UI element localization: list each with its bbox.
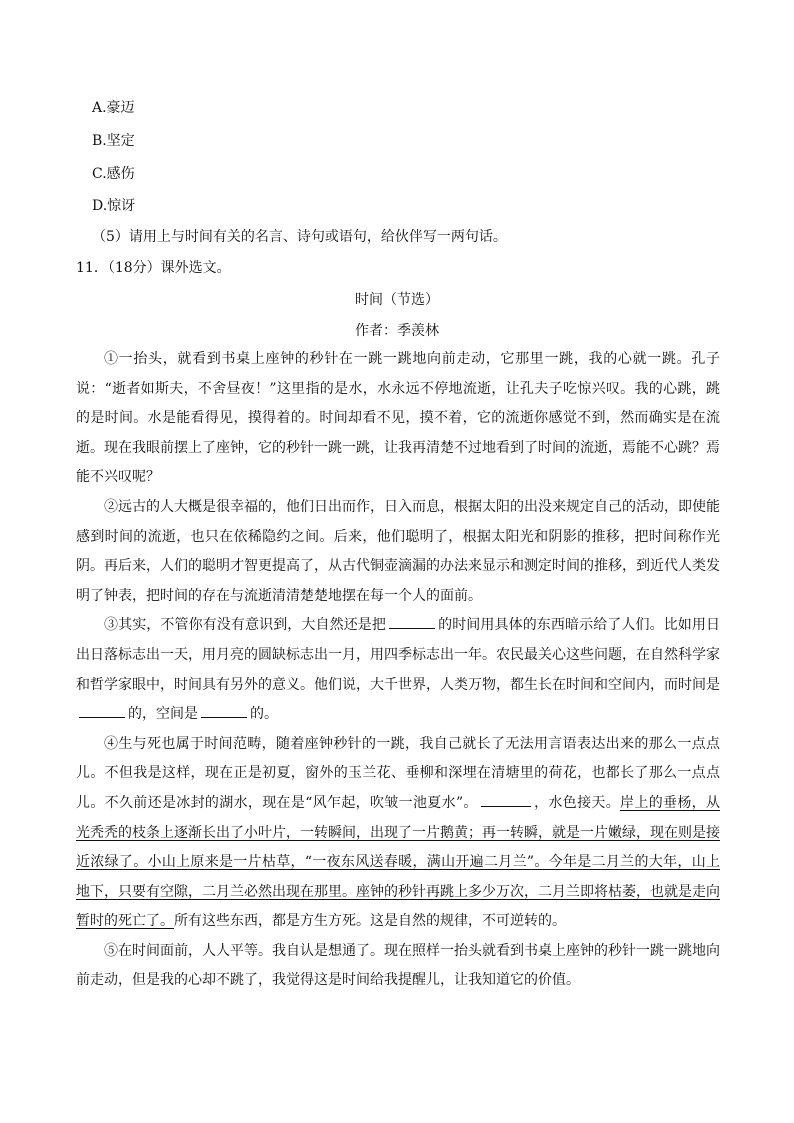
option-c: C.感伤 xyxy=(92,166,135,182)
paragraph-4-part-c: 所有这些东西，都是方生方死。这是自然的规律，不可逆转的。 xyxy=(174,913,566,930)
paragraph-4-part-b: ，水色接天。 xyxy=(533,794,621,811)
question-5: （5）请用上与时间有关的名言、诗句或语句，给伙伴写一两句话。 xyxy=(92,229,507,245)
paragraph-4-part-a: ④生与死也属于时间范畴，随着座钟秒针的一跳，我自己就长了无法用言语表达出来的那么一点点儿。不但我是这样，现在正是初夏，窗外的玉兰花、垂柳和深埋在清塘里的荷花，也都长了那么一点点儿。不久前还是冰封的湖水，现在是“风乍起，吹皱一池夏水”。 xyxy=(76,735,720,811)
article-title: 时间（节选） xyxy=(355,292,439,308)
article-body xyxy=(76,345,720,996)
paragraph-1: ①一抬头，就看到书桌上座钟的秒针在一跳一跳地向前走动，它那里一跳，我的心就一跳。孔子说：“逝者如斯夫，不舍昼夜！”这里指的是水，水永远不停地流逝，让孔夫子吃惊兴叹。我的心跳，跳的是时间。水是能看得见，摸得着的。时间却看不见，摸不着，它的流逝你感觉不到，然而确实是在流逝。现在我眼前摆上了座钟，它的秒针一跳一跳，让我再清楚不过地看到了时间的流逝，焉能不心跳？焉能不兴叹呢？ xyxy=(76,351,720,486)
paragraph-3-part-b: 的时间用具体的东西暗示给了人们。比如用日出日落标志出一天，用月亮的圆缺标志出一月，用四季标志出一年。农民最关心这些问题，在自然科学家和哲学家眼中，时间具有另外的意义。他们说，大千世界，人类万物，都生长在时间和空间内，而时间是 xyxy=(76,617,720,693)
blank-1 xyxy=(389,614,435,629)
paragraph-3-part-a: ③其实，不管你有没有意识到，大自然还是把 xyxy=(104,617,386,634)
underlined-passage: 岸上的垂杨，从光秃秃的枝条上逐渐长出了小叶片，一转瞬间，出现了一片鹅黄；再一转瞬，就是一片嫩绿，现在则是接近浓绿了。小山上原来是一片枯草，“一夜东风送春暖，满山开遍二月兰”。今年是二月兰的大年，山上地下，只要有空隙，二月兰必然出现在那里。座钟的秒针再跳上多少万次，二月兰即将枯萎，也就是走向暂时的死亡了。 xyxy=(76,794,720,930)
paragraph-3-part-d: 的。 xyxy=(250,706,278,723)
option-b: B.坚定 xyxy=(92,133,135,149)
option-a: A.豪迈 xyxy=(92,100,135,116)
paragraph-2: ②远古的人大概是很幸福的，他们日出而作，日入而息，根据太阳的出没来规定自己的活动，即使能感到时间的流逝，也只在依稀隐约之间。后来，他们聪明了，根据太阳光和阴影的推移，把时间称作光阴。再后来，人们的聪明才智更提高了，从古代铜壶滴漏的办法来显示和测定时间的推移，到近代人类发明了钟表，把时间的存在与流逝清清楚楚地摆在每一个人的面前。 xyxy=(76,498,720,604)
paragraph-5: ⑤在时间面前，人人平等。我自认是想通了。现在照样一抬头就看到书桌上座钟的秒针一跳一跳地向前走动，但是我的心却不跳了，我觉得这是时间给我提醒儿，让我知道它的价值。 xyxy=(76,942,720,989)
question-11: 11．（18分）课外选文。 xyxy=(76,260,231,276)
article-author: 作者：季羡林 xyxy=(355,323,439,339)
option-d: D.惊讶 xyxy=(92,198,136,214)
paragraph-3-part-c: 的，空间是 xyxy=(128,706,198,723)
blank-3 xyxy=(201,703,247,718)
paragraph-3 xyxy=(76,611,720,729)
paragraph-4 xyxy=(76,730,720,937)
blank-4 xyxy=(481,792,531,807)
blank-2 xyxy=(79,703,125,718)
